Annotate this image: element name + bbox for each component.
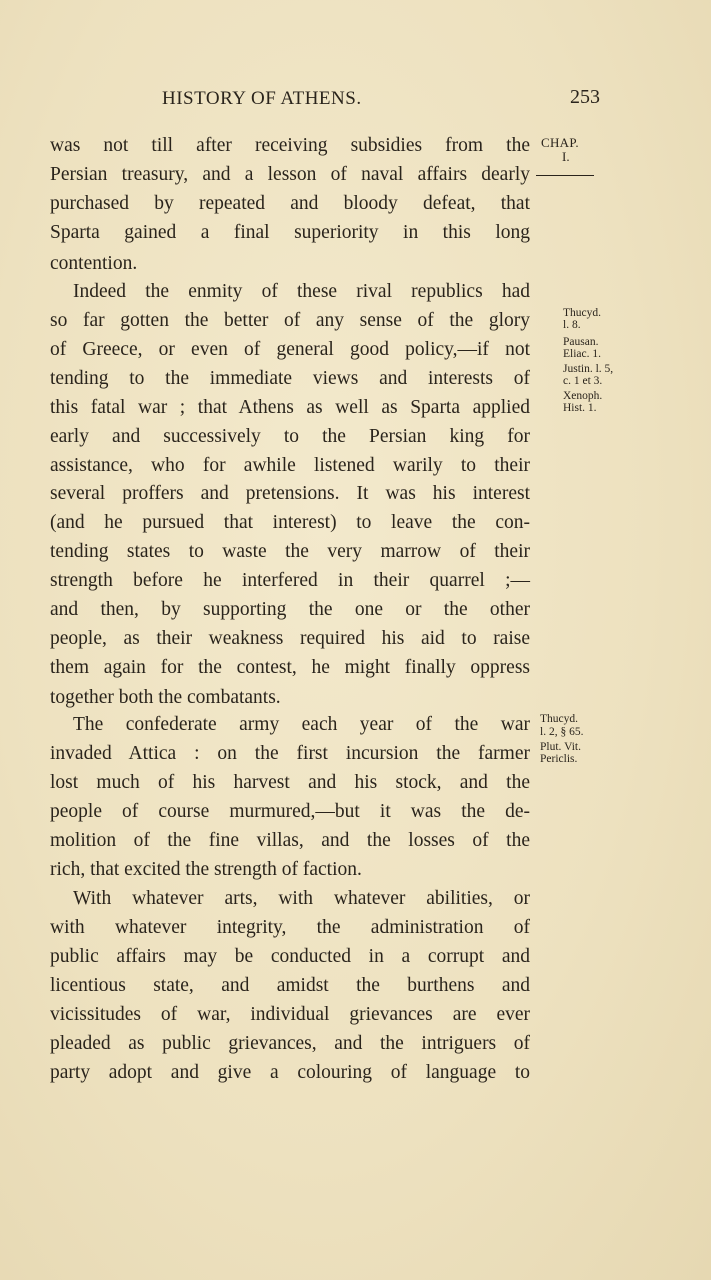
margin-note: l. 2, § 65. (540, 726, 584, 738)
text-line: and then, by supporting the one or the other (50, 599, 530, 620)
text-line: invaded Attica : on the first incursion the farmer (50, 743, 530, 764)
text-line: tending states to waste the very marrow of their (50, 541, 530, 562)
text-line: (and he pursued that interest) to leave the con- (50, 512, 530, 533)
text-line: assistance, who for awhile listened warily to their (50, 455, 530, 476)
text-line: with whatever integrity, the administration of (50, 917, 530, 938)
text-line: pleaded as public grievances, and the intriguers of (50, 1033, 530, 1054)
text-line: Indeed the enmity of these rival republics had (73, 281, 530, 302)
chapter-rule (536, 175, 594, 176)
text-line: lost much of his harvest and his stock, and the (50, 772, 530, 793)
text-line: strength before he interfered in their quarrel ;— (50, 570, 530, 591)
text-line: this fatal war ; that Athens as well as Sparta applied (50, 397, 530, 418)
margin-note: Hist. 1. (563, 402, 597, 414)
text-line: several proffers and pretensions. It was his interest (50, 483, 530, 504)
text-line: together both the combatants. (50, 687, 281, 708)
text-line: With whatever arts, with whatever abilities, or (73, 888, 530, 909)
text-line: Persian treasury, and a lesson of naval affairs dearly (50, 164, 530, 185)
text-line: was not till after receiving subsidies from the (50, 135, 530, 156)
chapter-number: I. (562, 149, 570, 164)
text-line: purchased by repeated and bloody defeat, that (50, 193, 530, 214)
text-line: public affairs may be conducted in a corrupt and (50, 946, 530, 967)
text-line: molition of the fine villas, and the losses of the (50, 830, 530, 851)
margin-note: Periclis. (540, 753, 578, 765)
text-line: of Greece, or even of general good policy,—if not (50, 339, 530, 360)
margin-note: l. 8. (563, 319, 581, 331)
margin-note: Xenoph. (563, 390, 603, 402)
text-line: licentious state, and amidst the burthens and (50, 975, 530, 996)
running-head: HISTORY OF ATHENS. (162, 88, 362, 109)
text-line: Sparta gained a final superiority in this long (50, 222, 530, 243)
margin-note: Plut. Vit. (540, 741, 581, 753)
text-line: party adopt and give a colouring of language to (50, 1062, 530, 1083)
chapter-label: CHAP. (541, 135, 579, 150)
text-line: people, as their weakness required his aid to raise (50, 628, 530, 649)
text-line: tending to the immediate views and interests of (50, 368, 530, 389)
text-line: so far gotten the better of any sense of the glory (50, 310, 530, 331)
margin-note: Thucyd. (563, 307, 602, 319)
margin-note: Justin. l. 5, (563, 363, 614, 375)
margin-note: Thucyd. (540, 713, 579, 725)
margin-note: c. 1 et 3. (563, 375, 603, 387)
text-line: rich, that excited the strength of faction. (50, 859, 362, 880)
margin-note: Pausan. (563, 336, 599, 348)
text-line: them again for the contest, he might finally oppress (50, 657, 530, 678)
text-line: vicissitudes of war, individual grievances are ever (50, 1004, 530, 1025)
page-number: 253 (570, 86, 600, 108)
margin-note: Eliac. 1. (563, 348, 601, 360)
text-line: people of course murmured,—but it was the de- (50, 801, 530, 822)
text-line: early and successively to the Persian king for (50, 426, 530, 447)
text-line: contention. (50, 253, 138, 274)
text-line: The confederate army each year of the war (73, 714, 530, 735)
